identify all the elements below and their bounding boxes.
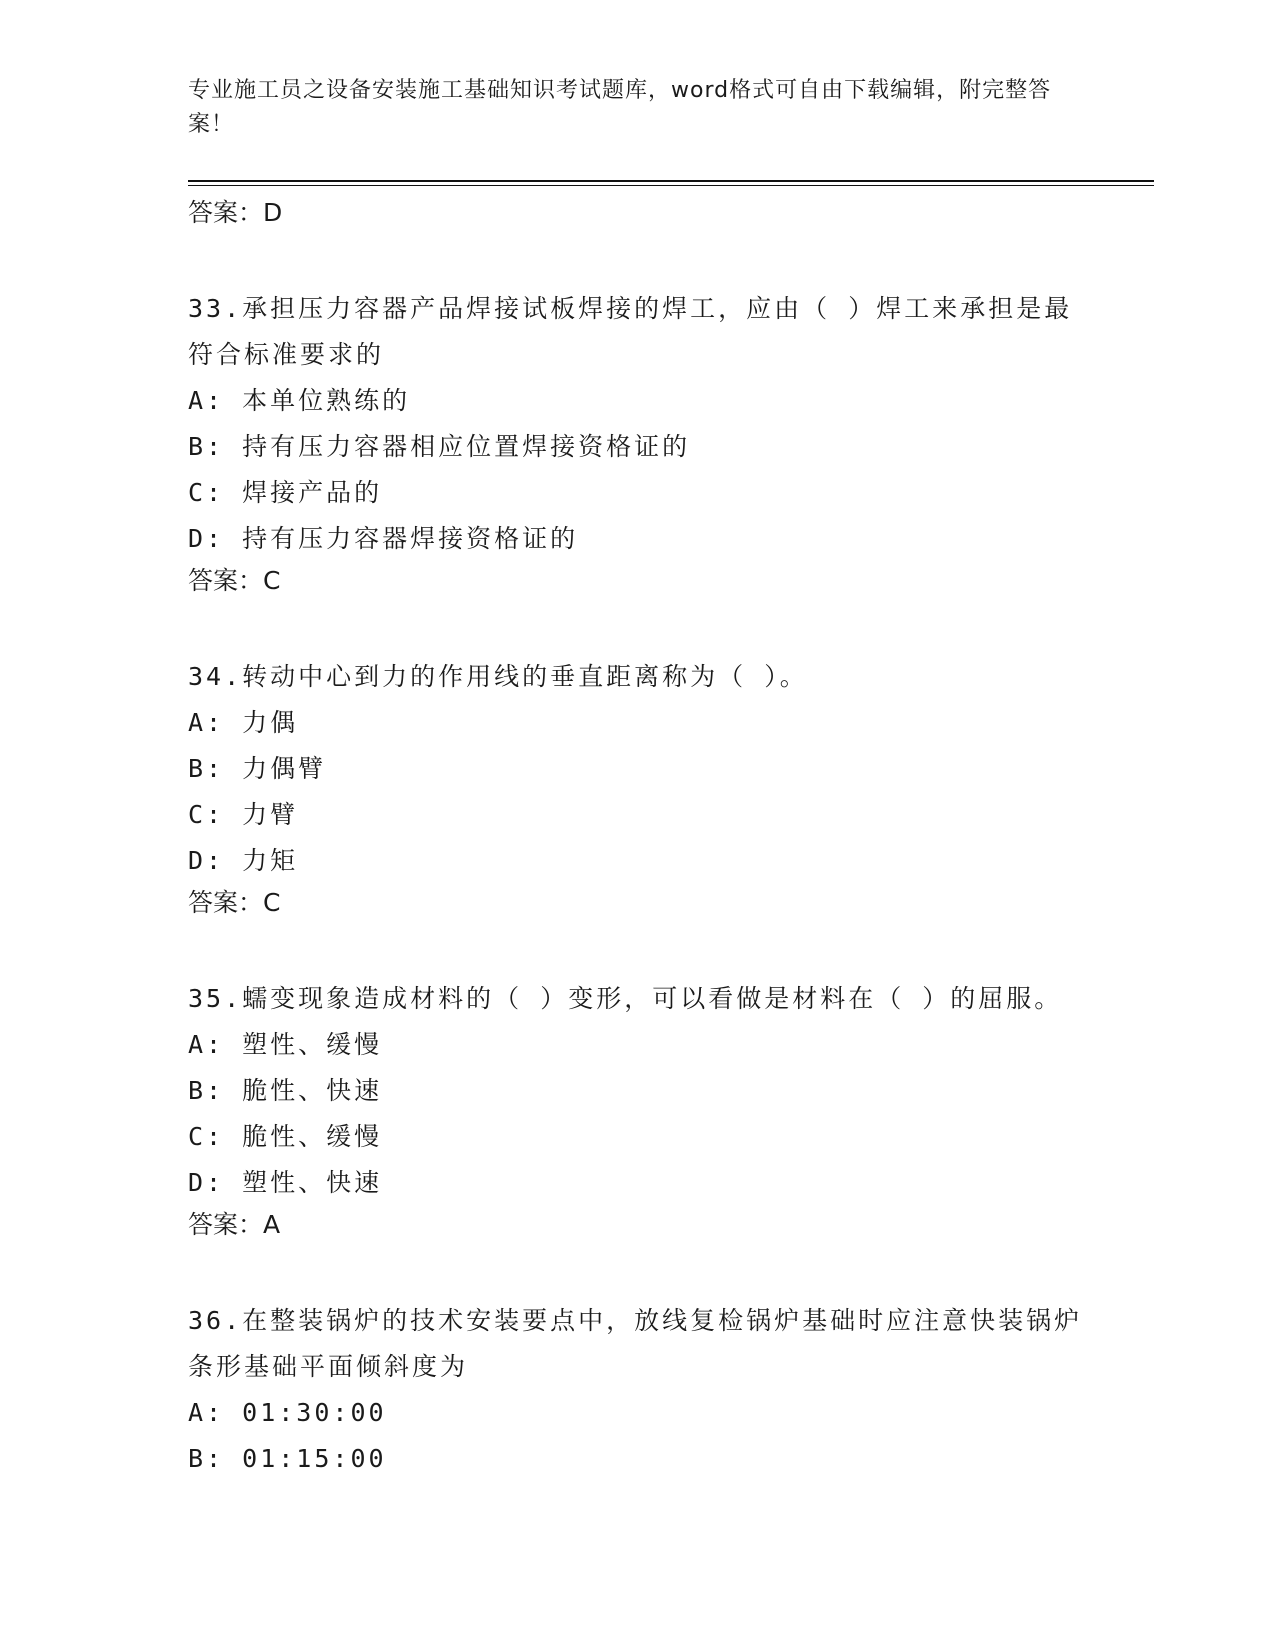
option-b: B: 脆性、快速 — [188, 1076, 383, 1105]
header-rule-thin — [188, 185, 1154, 186]
option-b: B: 01:15:00 — [188, 1444, 387, 1473]
option-b: B: 持有压力容器相应位置焊接资格证的 — [188, 432, 691, 461]
option-a: A: 塑性、缓慢 — [188, 1030, 383, 1059]
question-text: 35.蠕变现象造成材料的（ ）变形，可以看做是材料在（ ）的屈服。 — [188, 984, 1063, 1013]
answer-line: 答案：C — [188, 566, 281, 595]
answer-line: 答案：C — [188, 888, 281, 917]
option-c: C: 脆性、缓慢 — [188, 1122, 383, 1151]
option-a: A: 力偶 — [188, 708, 299, 737]
answer-line: 答案：D — [188, 198, 283, 227]
question-text: 34.转动中心到力的作用线的垂直距离称为（ ）。 — [188, 662, 808, 691]
option-b: B: 力偶臂 — [188, 754, 327, 783]
option-a: A: 01:30:00 — [188, 1398, 387, 1427]
question-text: 33.承担压力容器产品焊接试板焊接的焊工，应由（ ）焊工来承担是最符合标准要求的 — [188, 294, 1073, 369]
header-rule-thick — [188, 180, 1154, 182]
question-35 — [188, 976, 1088, 1242]
answer-line: 答案：A — [188, 1210, 281, 1239]
question-36 — [188, 1298, 1088, 1482]
question-list — [188, 192, 1088, 1482]
option-d: D: 力矩 — [188, 846, 299, 875]
option-d: D: 塑性、快速 — [188, 1168, 383, 1197]
option-c: C: 力臂 — [188, 800, 299, 829]
option-a: A: 本单位熟练的 — [188, 386, 411, 415]
option-d: D: 持有压力容器焊接资格证的 — [188, 524, 579, 553]
document-header: 专业施工员之设备安装施工基础知识考试题库，word格式可自由下载编辑，附完整答案！ — [188, 78, 1052, 137]
question-34 — [188, 654, 1088, 920]
option-c: C: 焊接产品的 — [188, 478, 383, 507]
question-33 — [188, 286, 1088, 598]
question-text: 36.在整装锅炉的技术安装要点中，放线复检锅炉基础时应注意快装锅炉条形基础平面倾斜度为 — [188, 1306, 1083, 1381]
